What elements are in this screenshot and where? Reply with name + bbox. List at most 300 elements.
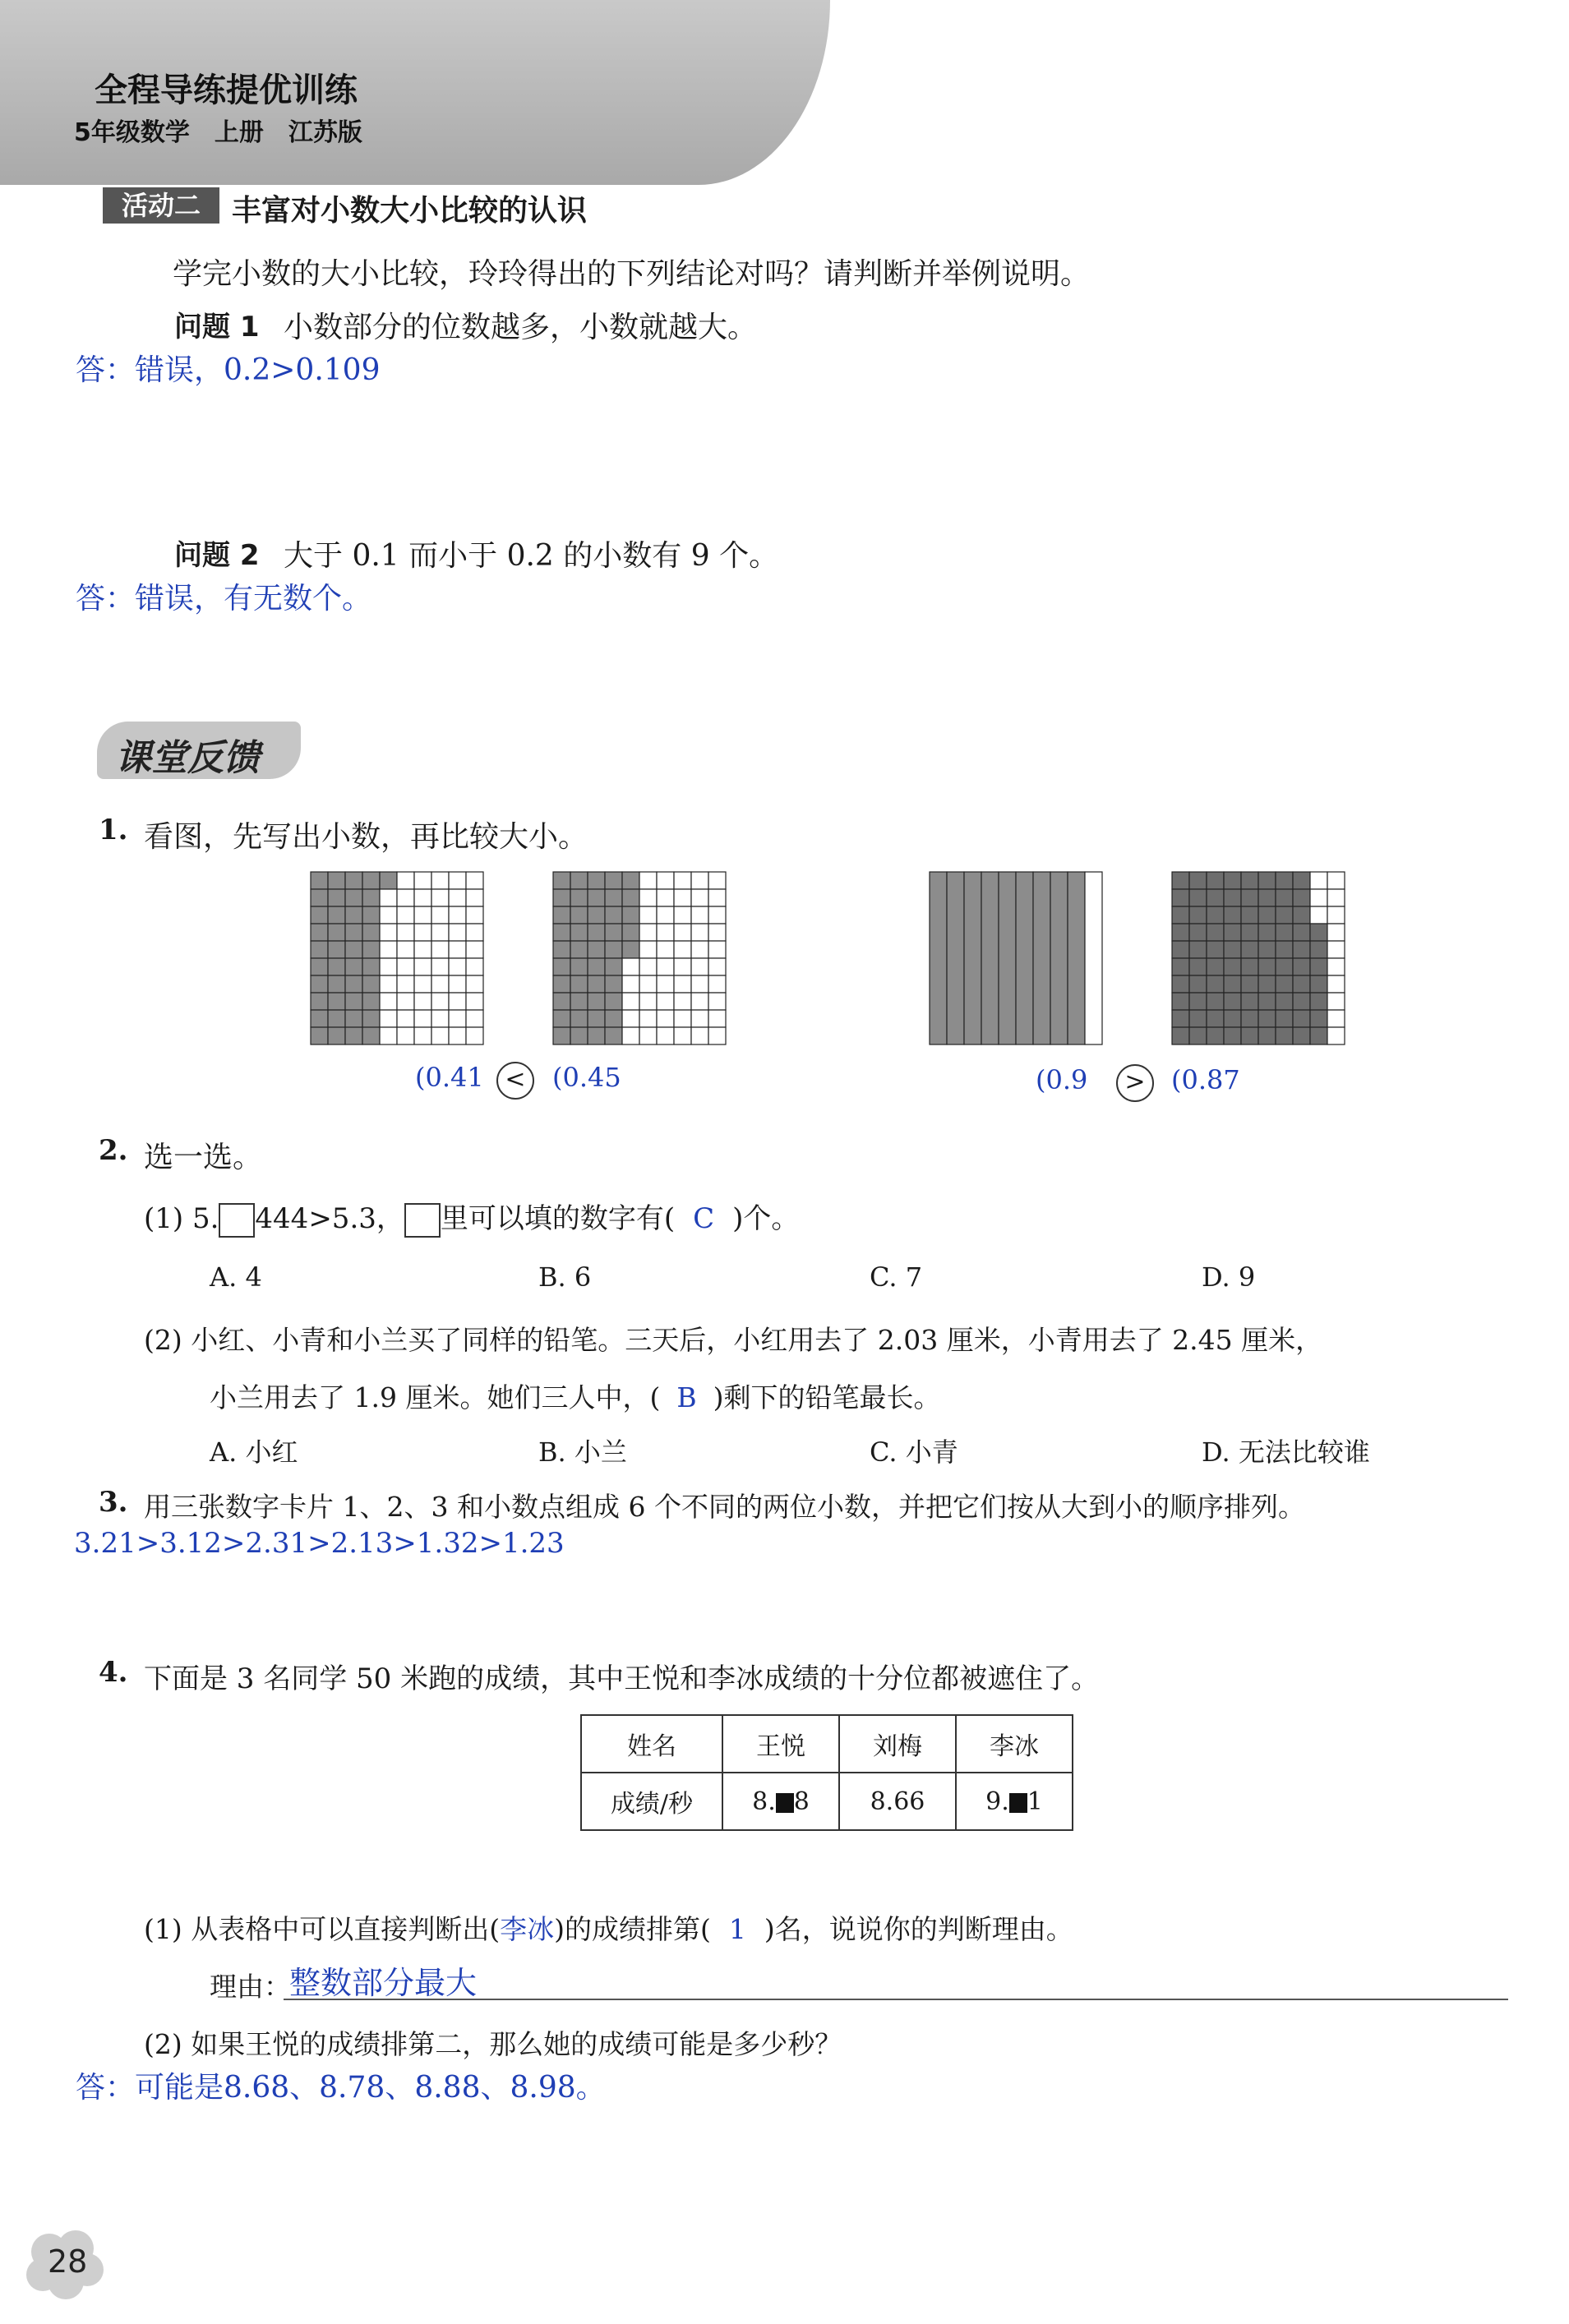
grid-cell (1241, 958, 1258, 975)
grid-cell (414, 889, 431, 906)
grid-cell (311, 889, 328, 906)
grid-cell (380, 993, 397, 1010)
grid-cell (1207, 993, 1224, 1010)
grid-cell (691, 1010, 708, 1027)
grid-cell (588, 1010, 605, 1027)
q2-1-suffix-b: )个。 (732, 1202, 800, 1235)
table-row (581, 1773, 1073, 1830)
grid-cell (1293, 958, 1310, 975)
q2-text: 大于 0.1 而小于 0.2 的小数有 9 个。 (284, 539, 779, 573)
grid-cell (431, 1027, 449, 1044)
grid-strip (930, 872, 947, 1044)
hidden-digit-block (776, 1793, 794, 1813)
grid-cell (1189, 872, 1207, 889)
grid-cell (605, 924, 622, 941)
header-subtitle: 5年级数学 上册 江苏版 (74, 118, 362, 147)
fb-q2-text: 选一选。 (144, 1141, 263, 1174)
grid-cell (1172, 941, 1189, 958)
grid-cell (414, 958, 431, 975)
grid-09 (929, 871, 1103, 1045)
q2-1-option-c: C. 7 (870, 1261, 923, 1293)
grid-cell (1224, 1027, 1241, 1044)
grid-cell (622, 872, 639, 889)
grid-cell (588, 906, 605, 924)
q2-1-answer: C (693, 1202, 715, 1235)
grid-cell (362, 975, 380, 993)
activity-title: 丰富对小数大小比较的认识 (232, 194, 588, 228)
grid-cell (1224, 941, 1241, 958)
grid-cell (431, 889, 449, 906)
q3-answer: 3.21>3.12>2.31>2.13>1.32>1.23 (74, 1527, 565, 1560)
grid-cell (1258, 958, 1276, 975)
grid-cell (570, 889, 588, 906)
grid-cell (1207, 1010, 1224, 1027)
grid-cell (1293, 975, 1310, 993)
q4-1-line (144, 1908, 1073, 1947)
grid-cell (1293, 924, 1310, 941)
grid-cell (362, 889, 380, 906)
table-row-label: 成绩/秒 (581, 1773, 722, 1830)
grid-cell (639, 958, 657, 975)
grid-cell (691, 975, 708, 993)
grid-cell (466, 975, 483, 993)
grid-cell (708, 924, 726, 941)
grid-cell (345, 993, 362, 1010)
grid-cell (674, 993, 691, 1010)
grid-cell (553, 924, 570, 941)
grid-cell (362, 958, 380, 975)
grid-cell (345, 1010, 362, 1027)
grid-cell (466, 906, 483, 924)
grid-cell (380, 872, 397, 889)
grid-cell (605, 958, 622, 975)
grid-strip (981, 872, 999, 1044)
grid-cell (1293, 993, 1310, 1010)
grid-cell (622, 906, 639, 924)
fb-q4-text: 下面是 3 名同学 50 米跑的成绩，其中王悦和李冰成绩的十分位都被遮住了。 (144, 1662, 1100, 1695)
grid-cell (605, 872, 622, 889)
score-wang-int: 8. (752, 1787, 776, 1816)
grid-cell (328, 1010, 345, 1027)
grid-cell (1258, 889, 1276, 906)
grid-cell (657, 993, 674, 1010)
grid-cell (553, 889, 570, 906)
grid-cell (397, 975, 414, 993)
grid-cell (1258, 975, 1276, 993)
grid-cell (1310, 872, 1327, 889)
grid-cell (553, 872, 570, 889)
grid-cell (328, 941, 345, 958)
grid-cell (1172, 872, 1189, 889)
grid-cell (362, 906, 380, 924)
grid-cell (622, 941, 639, 958)
grid-cell (1276, 993, 1293, 1010)
reason-label: 理由： (210, 1971, 291, 2003)
grid-cell (1327, 924, 1345, 941)
grid-cell (362, 941, 380, 958)
grid-cell (397, 1010, 414, 1027)
grid-cell (605, 1010, 622, 1027)
q2-1-line (144, 1196, 799, 1238)
grid-cell (1276, 1027, 1293, 1044)
grid-cell (1276, 941, 1293, 958)
score-wang-hundredth: 8 (793, 1787, 810, 1816)
grid-cell (553, 1010, 570, 1027)
grid-cell (449, 872, 466, 889)
q4-1-name: 李冰 (500, 1913, 555, 1945)
grid-cell (657, 889, 674, 906)
grid-cell (397, 924, 414, 941)
q4-1-b: )的成绩排第( (554, 1913, 711, 1945)
grid-cell (1207, 1027, 1224, 1044)
grid-cell (345, 906, 362, 924)
grid-cell (1207, 924, 1224, 941)
pair2-right: (0.87 (1171, 1064, 1240, 1095)
grid-cell (1224, 958, 1241, 975)
grid-cell (553, 993, 570, 1010)
grid-cell (449, 1027, 466, 1044)
grid-087 (1171, 871, 1345, 1045)
fb-q2-num: 2. (99, 1134, 128, 1167)
q2-2-option-d: D. 无法比较谁 (1202, 1436, 1370, 1468)
grid-cell (1327, 906, 1345, 924)
q2-2-line2 (210, 1376, 940, 1415)
grid-cell (1172, 889, 1189, 906)
grid-cell (397, 941, 414, 958)
grid-cell (605, 906, 622, 924)
grid-cell (380, 906, 397, 924)
grid-045 (552, 871, 727, 1045)
grid-cell (605, 975, 622, 993)
grid-cell (345, 924, 362, 941)
score-li-int: 9. (985, 1787, 1009, 1816)
q1-label: 问题 1 (174, 311, 260, 344)
grid-cell (1310, 889, 1327, 906)
grid-cell (691, 872, 708, 889)
grid-cell (345, 872, 362, 889)
grid-cell (1310, 941, 1327, 958)
grid-cell (639, 1027, 657, 1044)
grid-cell (1293, 1010, 1310, 1027)
q4-1-c: )名，说说你的判断理由。 (764, 1913, 1073, 1945)
grid-cell (622, 993, 639, 1010)
grid-cell (1293, 906, 1310, 924)
grid-cell (431, 924, 449, 941)
grid-cell (466, 872, 483, 889)
q2-2-line1: (2) 小红、小青和小兰买了同样的铅笔。三天后，小红用去了 2.03 厘米，小青用去了 2.45 厘米， (144, 1324, 1323, 1356)
grid-cell (1172, 975, 1189, 993)
grid-cell (1293, 889, 1310, 906)
grid-cell (362, 993, 380, 1010)
grid-cell (1310, 993, 1327, 1010)
grid-cell (1241, 1027, 1258, 1044)
grid-cell (708, 958, 726, 975)
grid-cell (1241, 941, 1258, 958)
q2-label: 问题 2 (174, 539, 260, 572)
q1-text: 小数部分的位数越多，小数就越大。 (284, 311, 758, 344)
grid-cell (431, 941, 449, 958)
grid-cell (691, 889, 708, 906)
grid-cell (588, 924, 605, 941)
q2-1-option-a: A. 4 (210, 1261, 262, 1293)
grid-cell (466, 924, 483, 941)
grid-cell (1172, 906, 1189, 924)
grid-cell (1172, 924, 1189, 941)
grid-cell (570, 1027, 588, 1044)
q2-1-mid: 444>5.3， (255, 1202, 404, 1235)
blank-box (404, 1203, 441, 1238)
grid-cell (570, 993, 588, 1010)
score-liu: 8.66 (839, 1773, 956, 1830)
grid-041 (310, 871, 484, 1045)
grid-cell (674, 958, 691, 975)
grid-cell (1258, 906, 1276, 924)
grid-cell (1327, 993, 1345, 1010)
grid-cell (1310, 958, 1327, 975)
grid-cell (674, 941, 691, 958)
q4-2-text: (2) 如果王悦的成绩排第二，那么她的成绩可能是多少秒？ (144, 2028, 842, 2060)
q2-2-option-c: C. 小青 (870, 1436, 958, 1468)
grid-cell (397, 889, 414, 906)
grid-cell (570, 924, 588, 941)
grid-cell (449, 1010, 466, 1027)
grid-cell (639, 993, 657, 1010)
grid-cell (1172, 1027, 1189, 1044)
grid-cell (708, 941, 726, 958)
grid-cell (1224, 1010, 1241, 1027)
grid-cell (1189, 1010, 1207, 1027)
grid-cell (431, 872, 449, 889)
grid-cell (362, 1010, 380, 1027)
grid-cell (674, 1027, 691, 1044)
grid-cell (657, 1027, 674, 1044)
grid-cell (328, 889, 345, 906)
grid-cell (1207, 889, 1224, 906)
grid-strip (1016, 872, 1033, 1044)
grid-cell (1310, 1010, 1327, 1027)
grid-cell (588, 958, 605, 975)
grid-cell (397, 958, 414, 975)
grid-cell (449, 889, 466, 906)
grid-cell (311, 872, 328, 889)
grid-cell (1258, 941, 1276, 958)
activity-intro: 学完小数的大小比较，玲玲得出的下列结论对吗？请判断并举例说明。 (173, 257, 1091, 291)
grid-cell (380, 975, 397, 993)
fb-q3-num: 3. (99, 1486, 128, 1519)
q2-2-answer: B (676, 1381, 697, 1413)
grid-cell (431, 993, 449, 1010)
grid-cell (466, 1010, 483, 1027)
grid-cell (1276, 1010, 1293, 1027)
activity-label: 活动二 (103, 187, 219, 224)
grid-cell (328, 924, 345, 941)
grid-cell (1224, 993, 1241, 1010)
q2-2-line2b: )剩下的铅笔最长。 (713, 1381, 941, 1413)
grid-cell (431, 906, 449, 924)
grid-cell (311, 958, 328, 975)
grid-cell (1327, 1027, 1345, 1044)
grid-cell (708, 1027, 726, 1044)
grid-cell (380, 1010, 397, 1027)
grid-cell (570, 975, 588, 993)
grid-cell (553, 958, 570, 975)
grid-cell (414, 872, 431, 889)
grid-cell (414, 993, 431, 1010)
grid-cell (570, 906, 588, 924)
grid-cell (1224, 889, 1241, 906)
grid-cell (1310, 906, 1327, 924)
grid-cell (466, 958, 483, 975)
q2-1-option-d: D. 9 (1202, 1261, 1256, 1293)
grid-cell (605, 889, 622, 906)
grid-cell (708, 975, 726, 993)
grid-cell (1327, 1010, 1345, 1027)
grid-cell (397, 993, 414, 1010)
grid-cell (691, 924, 708, 941)
grid-cell (1241, 975, 1258, 993)
grid-cell (622, 924, 639, 941)
grid-cell (639, 889, 657, 906)
grid-cell (1258, 924, 1276, 941)
grid-cell (362, 924, 380, 941)
grid-cell (397, 872, 414, 889)
grid-cell (1189, 1027, 1207, 1044)
grid-strip (1050, 872, 1068, 1044)
grid-cell (1207, 958, 1224, 975)
feedback-title: 课堂反馈 (115, 737, 260, 779)
feedback-badge (97, 722, 301, 779)
grid-cell (708, 872, 726, 889)
grid-cell (1310, 975, 1327, 993)
grid-cell (466, 1027, 483, 1044)
grid-cell (311, 993, 328, 1010)
grid-strip (1068, 872, 1085, 1044)
grid-cell (691, 958, 708, 975)
reason-answer: 整数部分最大 (289, 1965, 478, 2001)
reason-underline (284, 1999, 1508, 2000)
grid-cell (345, 941, 362, 958)
grid-cell (570, 958, 588, 975)
grid-cell (1207, 906, 1224, 924)
fb-q4-num: 4. (99, 1656, 128, 1689)
grid-cell (397, 1027, 414, 1044)
grid-cell (622, 958, 639, 975)
grid-cell (1189, 941, 1207, 958)
grid-cell (1172, 1010, 1189, 1027)
grid-cell (553, 941, 570, 958)
grid-cell (1276, 975, 1293, 993)
q2-answer: 答：错误，有无数个。 (76, 582, 372, 616)
grid-cell (1293, 872, 1310, 889)
grid-cell (605, 993, 622, 1010)
grid-cell (674, 889, 691, 906)
grid-strip (964, 872, 981, 1044)
grid-cell (588, 941, 605, 958)
grid-cell (449, 958, 466, 975)
grid-strip (1085, 872, 1102, 1044)
grid-cell (691, 1027, 708, 1044)
pair2-compare: > (1116, 1064, 1154, 1102)
grid-cell (1258, 1027, 1276, 1044)
grid-cell (708, 906, 726, 924)
q1-answer: 答：错误，0.2>0.109 (76, 353, 381, 387)
grid-cell (466, 993, 483, 1010)
grid-cell (639, 924, 657, 941)
grid-cell (1258, 872, 1276, 889)
grid-cell (1189, 924, 1207, 941)
grid-cell (311, 1010, 328, 1027)
grid-cell (588, 872, 605, 889)
grid-cell (639, 941, 657, 958)
grid-cell (657, 872, 674, 889)
grid-cell (1241, 993, 1258, 1010)
table-row (581, 1715, 1073, 1773)
grid-cell (708, 993, 726, 1010)
grid-cell (1224, 975, 1241, 993)
grid-cell (1276, 906, 1293, 924)
grid-cell (1241, 889, 1258, 906)
grid-cell (1189, 975, 1207, 993)
grid-cell (449, 941, 466, 958)
grid-cell (345, 958, 362, 975)
grid-cell (1276, 872, 1293, 889)
grid-cell (1207, 872, 1224, 889)
table-header-cell: 刘梅 (839, 1715, 956, 1773)
grid-cell (691, 993, 708, 1010)
grid-cell (1327, 941, 1345, 958)
grid-cell (1207, 975, 1224, 993)
grid-cell (1224, 906, 1241, 924)
grid-cell (1310, 924, 1327, 941)
grid-cell (1258, 1010, 1276, 1027)
grid-cell (622, 1027, 639, 1044)
grid-cell (1172, 958, 1189, 975)
grid-cell (1327, 889, 1345, 906)
grid-cell (657, 924, 674, 941)
grid-cell (1258, 993, 1276, 1010)
grid-cell (397, 906, 414, 924)
table-header-cell: 王悦 (722, 1715, 839, 1773)
grid-cell (657, 975, 674, 993)
grid-cell (657, 958, 674, 975)
pair1-compare: < (496, 1062, 534, 1100)
grid-cell (311, 975, 328, 993)
grid-cell (328, 958, 345, 975)
series-title: 全程导练提优训练 (95, 71, 358, 109)
grid-cell (674, 906, 691, 924)
grid-cell (674, 872, 691, 889)
grid-cell (449, 906, 466, 924)
grid-cell (1224, 924, 1241, 941)
grid-cell (708, 1010, 726, 1027)
grid-cell (431, 1010, 449, 1027)
grid-cell (588, 993, 605, 1010)
q4-1-rank: 1 (728, 1913, 746, 1945)
score-wang (722, 1773, 839, 1830)
grid-cell (1310, 1027, 1327, 1044)
grid-cell (674, 975, 691, 993)
grid-cell (639, 975, 657, 993)
grid-cell (1276, 889, 1293, 906)
grid-cell (414, 906, 431, 924)
q4-2-answer: 答：可能是8.68、8.78、8.88、8.98。 (76, 2071, 606, 2105)
grid-cell (1207, 941, 1224, 958)
pair1-left: (0.41 (415, 1062, 484, 1093)
grid-cell (380, 958, 397, 975)
grid-cell (431, 975, 449, 993)
grid-cell (328, 975, 345, 993)
table-header-cell: 李冰 (956, 1715, 1073, 1773)
